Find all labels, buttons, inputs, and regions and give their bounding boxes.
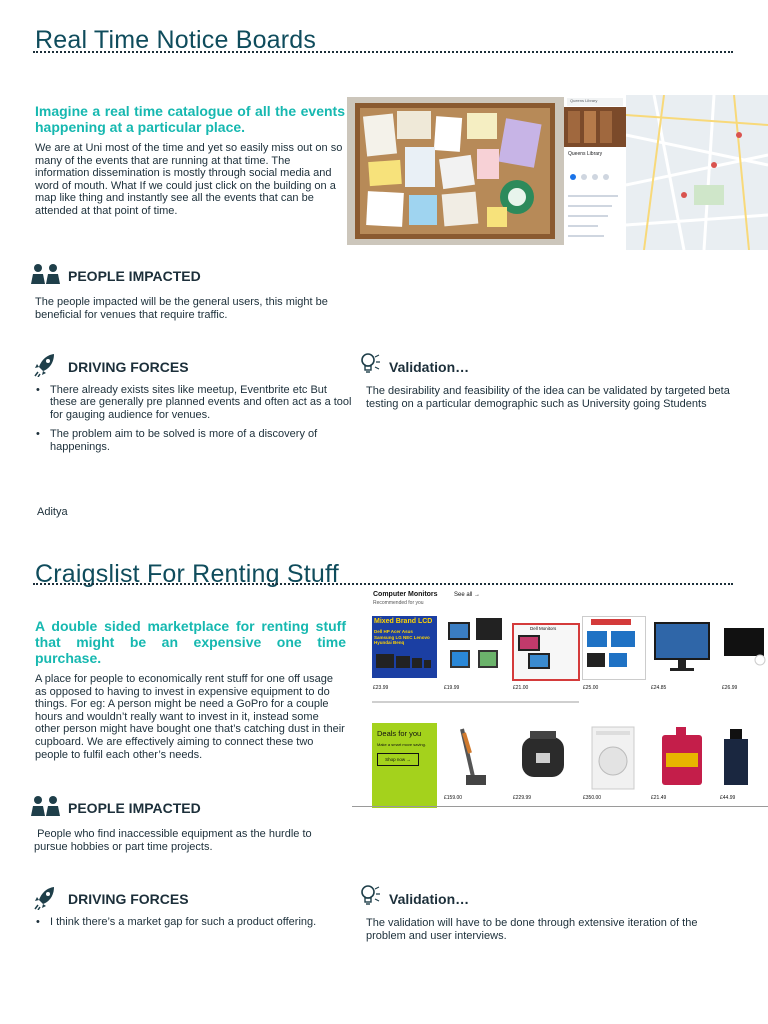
shop-subheading: Recommended for you	[373, 600, 424, 606]
list-item: • The problem aim to be solved is more of a discovery of happenings.	[34, 428, 352, 453]
section1-tagline: Imagine a real time catalogue of all the events happening at a particular place.	[35, 103, 345, 135]
product-tile-banner	[372, 616, 437, 678]
people-impacted-heading: PEOPLE IMPACTED	[68, 268, 201, 284]
driving-forces-heading: DRIVING FORCES	[68, 359, 189, 375]
validation-text: The validation will have to be done through extensive iteration of the problem and user interviews.	[366, 917, 698, 942]
maps-place-name: Queens Library	[568, 151, 603, 157]
price: £19.99	[444, 685, 460, 691]
price: £25.00	[583, 685, 599, 691]
shop-screenshot	[352, 588, 768, 810]
section2-tagline: A double sided marketplace for renting stuff that might be an expensive one time purchase.	[35, 618, 346, 666]
dell-label: Dell Monitors	[530, 626, 557, 631]
product-tile-monitor	[444, 616, 506, 678]
section2-title: Craigslist For Renting Stuff	[35, 560, 339, 588]
section1-title: Real Time Notice Boards	[35, 26, 317, 54]
shop-bottom-border	[352, 806, 768, 807]
product-tile-monitor-large	[650, 616, 714, 678]
product-tile-multi	[582, 616, 646, 680]
list-item: • I think there’s a market gap for such a product offering.	[34, 916, 352, 928]
product-tile-vacuum	[444, 723, 506, 795]
title-divider	[33, 51, 733, 53]
price: £21.49	[651, 795, 667, 801]
price: £23.99	[373, 685, 389, 691]
price: £21.00	[513, 685, 529, 691]
validation-heading: Validation…	[389, 891, 470, 907]
maps-screenshot	[564, 95, 768, 250]
people-icon	[30, 795, 62, 817]
people-icon	[30, 263, 62, 285]
price: £159.00	[444, 795, 463, 801]
product-tile-oil	[650, 723, 712, 795]
price: £26.99	[722, 685, 738, 691]
corkboard-photo	[347, 97, 564, 245]
people-impacted-text: The people impacted will be the general users, this might be beneficial for venues that require traffic.	[35, 296, 328, 321]
section2-description: A place for people to economically rent stuff for one off usage as opposed to having to invest in expensive equipment to do things. For eg: A person might be need a GoPro for a couple hours and wouldn’t really want to invest in it, instead some other person might have bought one that’s catching dust in their cupboard. We are effectively aiming to connect these two people to fulfil each other’s needs.	[35, 673, 345, 761]
banner-title: Mixed Brand LCD	[374, 618, 433, 625]
people-impacted-heading: PEOPLE IMPACTED	[68, 800, 201, 816]
shop-see-all: See all →	[454, 592, 481, 598]
banner-brands: Dell HP Acer Asus Samsung LG NEC Lenovo Hyundai Benq	[374, 629, 430, 645]
rocket-icon	[34, 353, 56, 377]
deals-subtitle: Make a smart move saving.	[377, 742, 426, 747]
driving-forces-heading: DRIVING FORCES	[68, 891, 189, 907]
lightbulb-icon	[358, 884, 382, 908]
rocket-icon	[34, 886, 56, 910]
deals-title: Deals for you	[377, 729, 422, 738]
driving-forces-list	[34, 916, 352, 935]
banner-monitors	[376, 652, 432, 672]
shop-now-button[interactable]: Shop now →	[377, 753, 419, 766]
driving-forces-list	[34, 384, 352, 460]
lightbulb-icon	[358, 352, 382, 376]
price: £350.00	[583, 795, 602, 801]
price: £24.85	[651, 685, 667, 691]
author-name: Aditya	[37, 506, 68, 518]
validation-text: The desirability and feasibility of the idea can be validated by targeted beta testing on a particular demographic such as University going Students	[366, 385, 730, 410]
price: £44.99	[720, 795, 736, 801]
price: £229.99	[513, 795, 532, 801]
maps-search-box: Queens Library	[570, 98, 598, 103]
list-item: • There already exists sites like meetup, Eventbrite etc But these are generally pre planned events and often act as a tool for gauging audience for venues.	[34, 384, 352, 421]
shop-heading: Computer Monitors	[373, 591, 438, 598]
prices-row1	[352, 685, 768, 697]
product-tile-partial	[720, 616, 768, 678]
scroll-track	[372, 701, 579, 703]
product-tile-dell	[512, 623, 580, 681]
title-divider	[33, 583, 733, 585]
product-tile-cooker	[512, 723, 574, 795]
people-impacted-text: People who find inaccessible equipment as the hurdle to pursue hobbies or part time projects.	[34, 828, 315, 853]
product-tile-perfume	[718, 723, 768, 795]
validation-heading: Validation…	[389, 359, 470, 375]
section1-description: We are at Uni most of the time and yet so easily miss out on so many of the events that are running at that time. The information dissemination is mostly through social media and word of mouth. What If we could just click on the building on a map like thing and instantly see all the events that can be attended at that point of time.	[35, 142, 343, 217]
product-tile-dryer	[582, 723, 644, 795]
